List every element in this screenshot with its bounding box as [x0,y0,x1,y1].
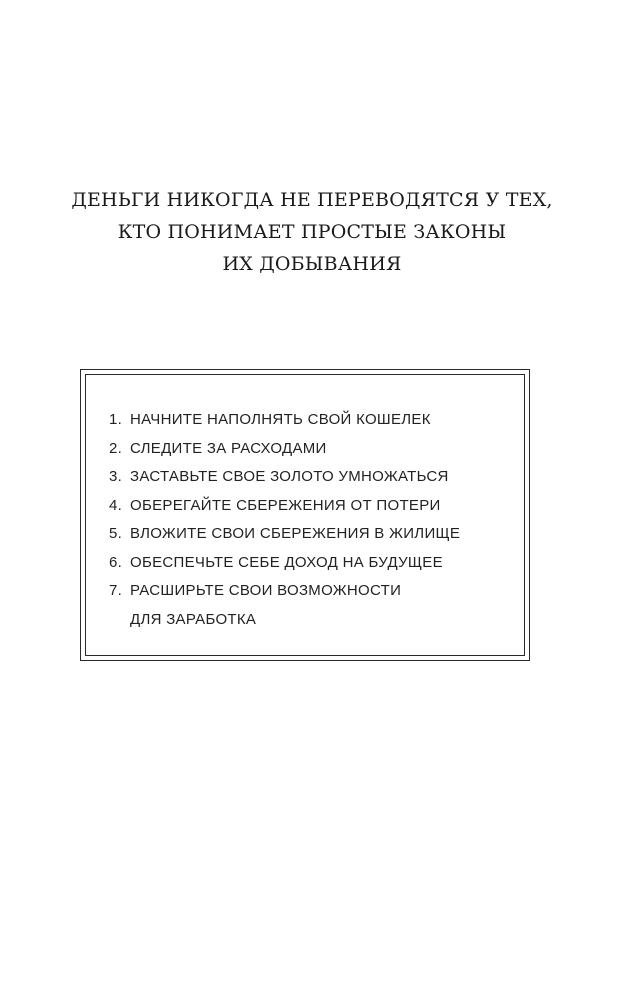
rules-list [109,406,519,634]
rule-item [109,577,519,606]
rule-item [109,435,519,464]
rule-item [109,549,519,578]
rule-text: ЗАСТАВЬТЕ СВОЕ ЗОЛОТО УМНОЖАТЬСЯ [130,468,449,485]
rule-text: ОБЕСПЕЧЬТЕ СЕБЕ ДОХОД НА БУДУЩЕЕ [130,553,443,571]
rule-item [109,520,519,549]
heading-line: ИХ ДОБЫВАНИЯ [222,253,402,275]
rule-text-continuation: ДЛЯ ЗАРАБОТКА [130,610,257,628]
rule-item [109,406,519,435]
rule-item [109,463,519,492]
rule-number: 6. [109,553,123,571]
rule-text: ОБЕРЕГАЙТЕ СБЕРЕЖЕНИЯ ОТ ПОТЕРИ [130,496,441,514]
heading-line: КТО ПОНИМАЕТ ПРОСТЫЕ ЗАКОНЫ [117,221,507,243]
rule-text: НАЧНИТЕ НАПОЛНЯТЬ СВОЙ КОШЕЛЕК [130,411,431,428]
rule-text: ВЛОЖИТЕ СВОИ СБЕРЕЖЕНИЯ В ЖИЛИЩЕ [130,525,461,542]
rule-text: РАСШИРЬТЕ СВОИ ВОЗМОЖНОСТИ [130,582,402,599]
rule-number: 7. [109,582,123,599]
rule-text: СЛЕДИТЕ ЗА РАСХОДАМИ [130,439,327,457]
rule-number: 5. [109,525,123,542]
rule-number: 3. [109,468,123,485]
page-heading [0,184,624,280]
rule-item-continuation [109,606,519,635]
rule-number: 1. [109,411,123,428]
rule-number: 2. [109,439,123,457]
rule-item [109,492,519,521]
heading-line: ДЕНЬГИ НИКОГДА НЕ ПЕРЕВОДЯТСЯ У ТЕХ, [71,189,553,211]
rule-number: 4. [109,496,123,514]
